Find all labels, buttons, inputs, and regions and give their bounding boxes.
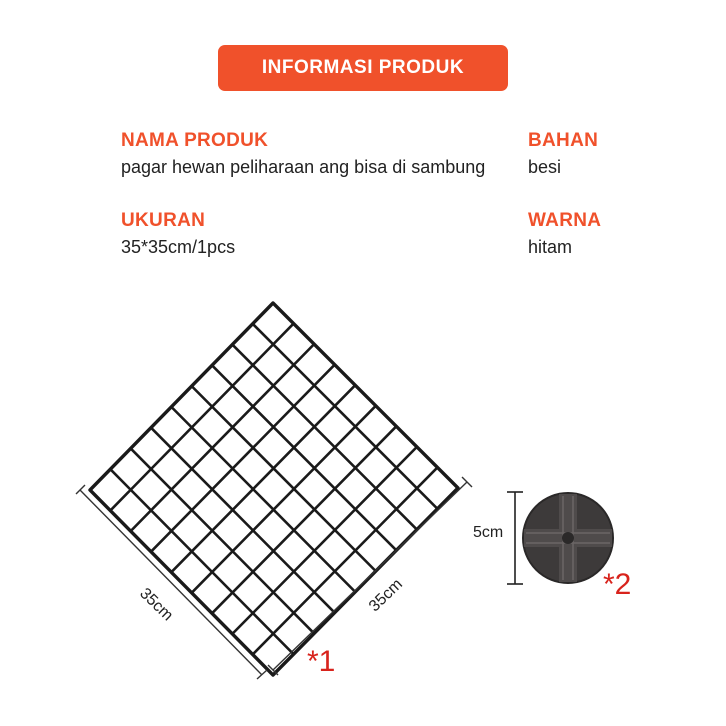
grid-wire bbox=[171, 385, 355, 572]
material-label: BAHAN bbox=[528, 130, 599, 151]
size-label: UKURAN bbox=[121, 210, 206, 231]
grid-wire bbox=[110, 469, 293, 654]
grid-wire bbox=[171, 407, 355, 592]
grid-wire bbox=[131, 344, 314, 531]
grid-wire bbox=[151, 428, 335, 613]
grid-panel-image bbox=[90, 303, 458, 675]
panel-dim-left: 35cm bbox=[136, 585, 177, 625]
grid-wire bbox=[253, 467, 438, 654]
connector-piece-image bbox=[523, 493, 613, 583]
grid-wire bbox=[232, 447, 417, 634]
color-value: hitam bbox=[528, 237, 573, 257]
grid-wire bbox=[253, 324, 438, 509]
connector-dim-height: 5cm bbox=[473, 524, 504, 541]
grid-wire bbox=[212, 426, 396, 613]
grid-wire bbox=[110, 324, 293, 511]
grid-wire bbox=[192, 386, 376, 571]
grid-wire bbox=[212, 365, 396, 550]
header-title: INFORMASI PRODUK bbox=[261, 57, 465, 78]
panel-dim-right: 35cm bbox=[366, 575, 406, 616]
material-value: besi bbox=[528, 157, 562, 177]
connector-dimension-line bbox=[507, 492, 523, 584]
name-value: pagar hewan peliharaan ang bisa di sambung bbox=[121, 157, 486, 177]
color-label: WARNA bbox=[528, 210, 602, 231]
grid-wire bbox=[151, 365, 335, 552]
grid-frame bbox=[90, 303, 458, 675]
size-value: 35*35cm/1pcs bbox=[121, 237, 236, 257]
connector-marker: *2 bbox=[603, 568, 632, 601]
name-label: NAMA PRODUK bbox=[121, 130, 269, 151]
grid-wire bbox=[232, 345, 417, 530]
panel-marker: *1 bbox=[307, 645, 336, 678]
grid-wire bbox=[192, 406, 376, 593]
